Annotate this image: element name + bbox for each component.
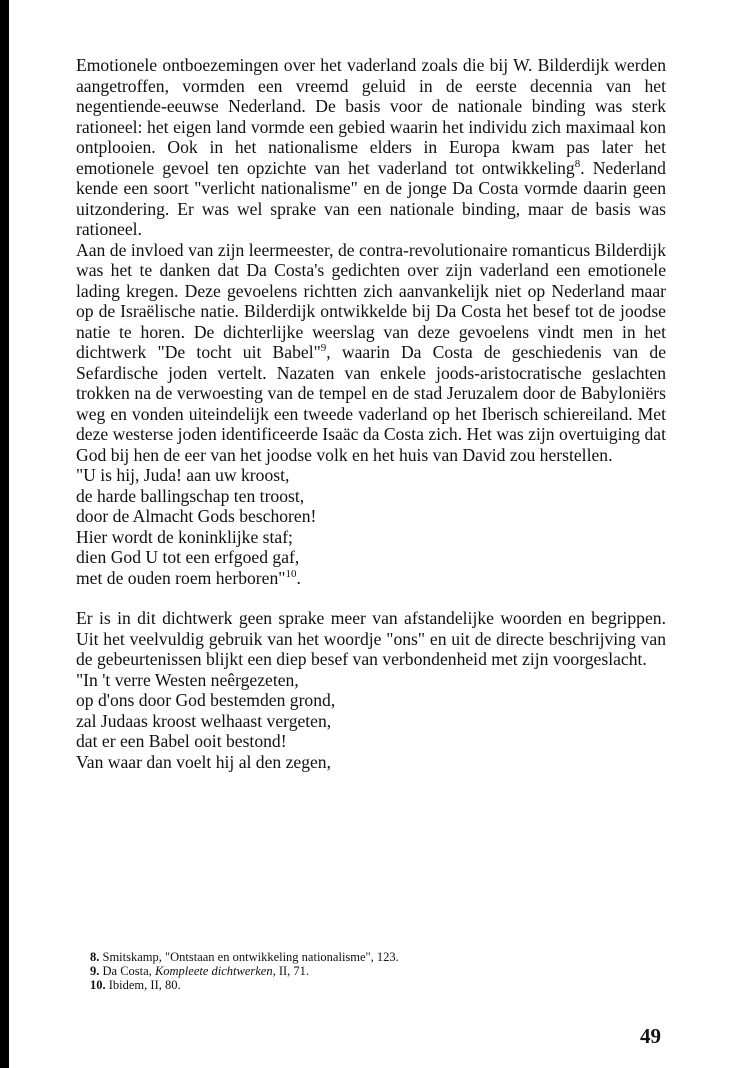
paragraph-3: Er is in dit dichtwerk geen sprake meer van afstandelijke woorden en begrippen. Uit het veelvuldig gebruik van het woordje "ons" en uit de directe beschrijving van de gebeurtenissen blijkt een diep besef van verbondenheid met zijn voorgeslacht. — [76, 608, 666, 669]
poem-line: de harde ballingschap ten troost, — [76, 485, 305, 506]
footnote-text: Da Costa, — [102, 964, 155, 978]
stanza-gap — [76, 588, 666, 608]
poem-last-line-text: met de ouden roem herboren" — [76, 567, 286, 588]
footnotes — [90, 950, 399, 992]
paragraph-1-text-a: Emotionele ontboezemingen over het vaderland zoals die bij W. Bilderdijk werden aangetroffen, vormden een vreemd geluid in de eerste decennia van het negentiende-eeuwse Nederland. De basis voor de nationale binding was sterk rationeel: het eigen land vormde een gebied waarin het individu zich maximaal kon ontplooien. Ook in het nationalisme elders in Europa kwam pas later het emotionele gevoel ten opzichte van het vaderland tot ontwikkeling — [76, 55, 666, 178]
paragraph-2-text-a: Aan de invloed van zijn leermeester, de contra-revolutionaire romanticus Bilderdijk was het te danken dat Da Costa's gedichten over zijn vaderland een emotionele lading kregen. Deze gevoelens richtten zich aanvankelijk niet op Nederland maar op de Israëlische natie. Bilderdijk ontwikkelde bij Da Costa het besef tot de joodse natie te horen. De dichterlijke weerslag van deze gevoelens vindt men in het dichtwerk "De tocht uit Babel" — [76, 239, 666, 362]
footnote — [90, 950, 399, 964]
paragraph-2-text-b: , waarin Da Costa de geschiedenis van de Sefardische joden vertelt. Nazaten van enkele joods-aristocratische geslachten trokken na de verwoesting van de tempel en de stad Jeruzalem door de Babyloniërs weg en vonden uiteindelijk een tweede vaderland op het Iberisch schiereiland. Met deze westerse joden identificeerde Isaäc da Costa zich. Het was zijn overtuiging dat God bij hen de eer van het joodse volk en het huis van David zou herstellen. — [76, 342, 666, 465]
poem-line: "In 't verre Westen neêrgezeten, — [76, 669, 299, 690]
footnote-title: Kompleete dichtwerken — [154, 964, 273, 978]
footnote-number: 10. — [90, 978, 106, 992]
paragraph-1 — [76, 55, 666, 240]
footnote-ref-9: 9 — [320, 342, 327, 355]
footnote-text: Ibidem, II, 80. — [108, 978, 181, 992]
poem-line-last — [76, 568, 666, 589]
poem-line: door de Almacht Gods beschoren! — [76, 506, 317, 526]
poem-line: zal Judaas kroost welhaast vergeten, — [76, 710, 332, 731]
poem-line: Hier wordt de koninklijke staf; — [76, 526, 293, 547]
left-margin-bar — [0, 0, 9, 1068]
paragraph-2 — [76, 240, 666, 466]
poem-line: Van waar dan voelt hij al den zegen, — [76, 751, 332, 772]
page-number: 49 — [640, 1024, 661, 1048]
poem-line: "U is hij, Juda! aan uw kroost, — [76, 465, 290, 485]
page-body — [76, 55, 666, 772]
poem-line: dien God U tot een erfgoed gaf, — [76, 547, 300, 567]
poem-last-punct: . — [296, 567, 301, 588]
poem-line: dat er een Babel ooit bestond! — [76, 731, 287, 751]
footnote — [90, 978, 399, 992]
footnote — [90, 964, 399, 978]
footnote-ref-10: 10 — [285, 567, 297, 580]
poem-line: op d'ons door God bestemden grond, — [76, 690, 336, 710]
poem-2 — [76, 670, 666, 773]
footnote-number: 9. — [90, 964, 100, 978]
paragraph-1-text-b: . Nederland kende een soort "verlicht nationalisme" en de jonge Da Costa vormde daarin geen uitzondering. Er was wel sprake van een nationale binding, maar de basis was rationeel. — [76, 157, 666, 239]
footnote-number: 8. — [90, 950, 100, 964]
footnote-text: Smitskamp, "Ontstaan en ontwikkeling nationalisme", 123. — [102, 950, 399, 964]
poem-1 — [76, 465, 666, 588]
footnote-ref-8: 8 — [574, 157, 581, 170]
footnote-tail: , II, 71. — [272, 964, 310, 978]
